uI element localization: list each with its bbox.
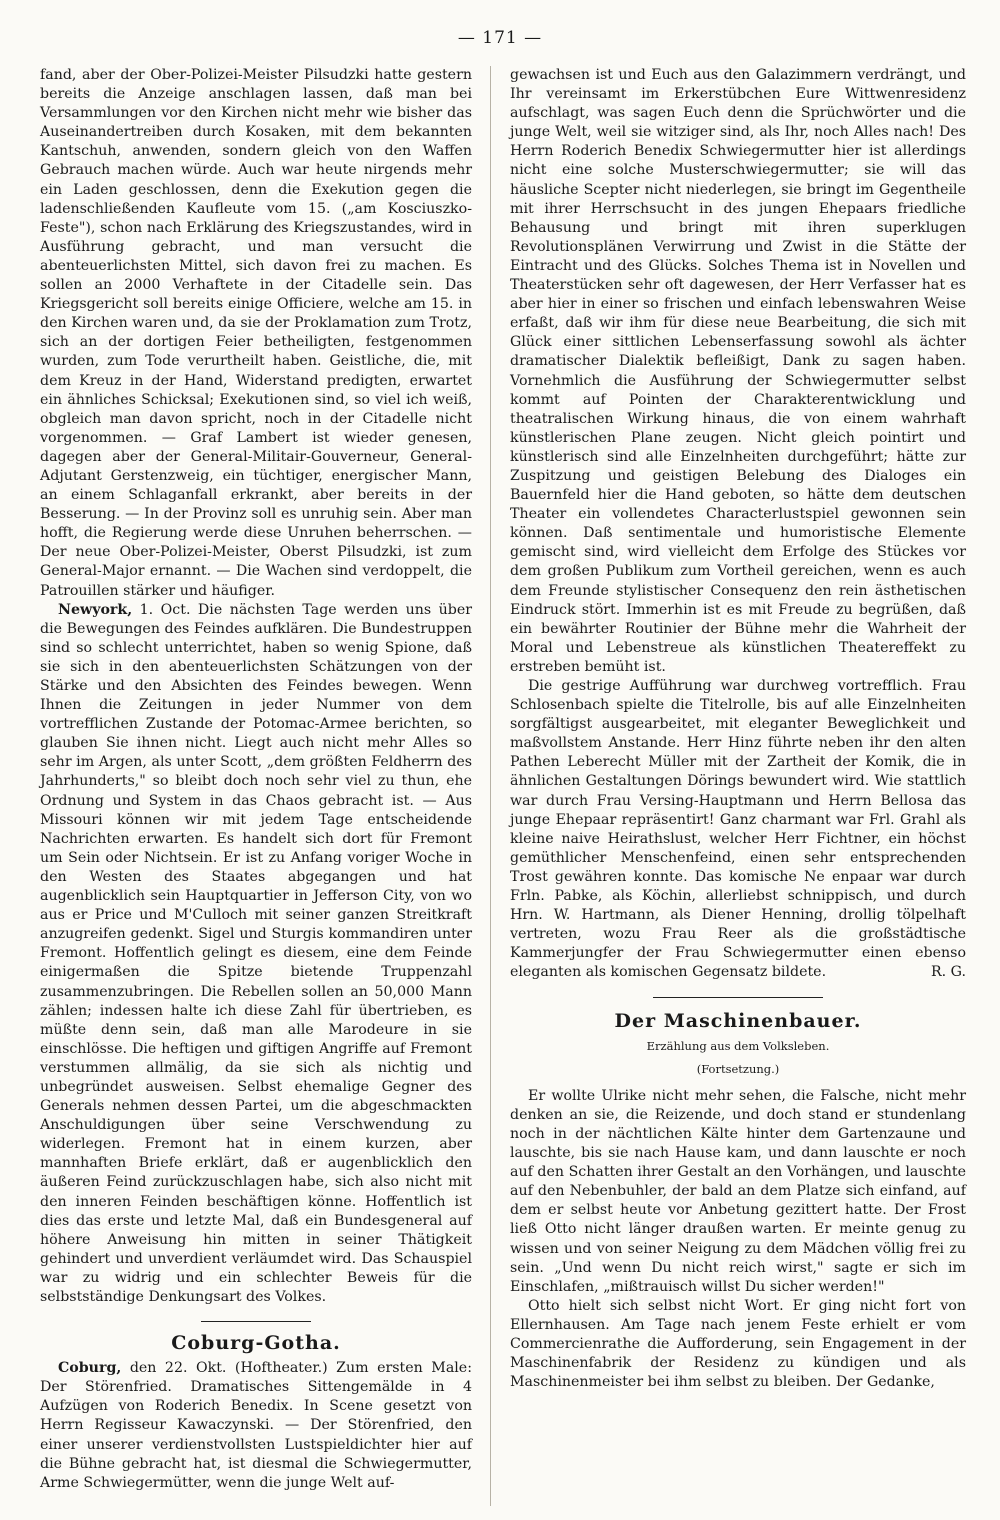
article-warsaw-continued: fand, aber der Ober-Polizei-Meister Pilsudzki hatte gestern bereits die Anzeige anschlagen lassen, daß man bei Versammlungen vor den Kirchen nicht mehr wie bisher das Auseinandertreiben durch Kosaken, mit dem bekannten Kantschuh, anwenden, sondern gleich von den Waffen Gebrauch machen würde. Auch war heute nirgends mehr ein Laden geschlossen, denn die Exekution gegen die ladenschließenden Kaufleute vom 15. („am Kosciuszko-Feste"), schon nach Erklärung des Kriegszustandes, wird in Ausführung gebracht, und man versucht die abenteuerlichsten Mittel, sich davon frei zu machen. Es sollen an 2000 Verhaftete in der Citadelle sein. Das Kriegsgericht soll bereits einige Officiere, welche am 15. in den Kirchen waren und, da sie der Proklamation zum Trotz, sich an der dortigen Feier betheiligten, festgenommen wurden, zum Tode verurtheilt haben. Geistliche, die, mit dem Kreuz in der Hand, Widerstand predigten, erwartet ein ähnliches Schicksal; Exekutionen sind, so viel ich weiß, obgleich man davon spricht, noch in der Citadelle nicht vorgenommen. — Graf Lambert ist wieder genesen, dagegen aber der General-Militair-Gouverneur, General-Adjutant Gerstenzweig, ein tüchtiger, energischer Mann, an einem Schlaganfall erkrankt, aber bereits in der Besserung. — In der Provinz soll es unruhig sein. Aber man hofft, die Regierung werde diese Unruhen beherrschen. — Der neue Ober-Polizei-Meister, Oberst Pilsudzki, ist zum General-Major ernannt. — Die Wachen sind verdoppelt, die Patrouillen stärker und häufiger.	[40, 67, 472, 599]
article-coburg-body: den 22. Okt. (Hoftheater.) Zum ersten Male: Der Störenfried. Dramatisches Sittengemälde in 4 Aufzügen von Roderich Benedix. In Scene gesetzt von Herrn Regisseur Kawaczynski. — Der Störenfried, den einer unserer verdienstvollsten Lustspieldichter hier auf die Bühne gebracht hat, ist diesmal die Schwiegermutter, Arme Schwiegermütter, wenn die junge Welt auf-	[40, 1360, 472, 1491]
article-newyork-body: 1. Oct. Die nächsten Tage werden uns über die Bewegungen des Feindes aufklären. Die Bundestruppen sind so schlecht unterrichtet, haben so wenig Spione, daß sie sich in den abenteuerlichsten Schätzungen von der Stärke und den Absichten des Feindes bewegen. Wenn Ihnen die Zeitungen in jeder Nummer von dem vortrefflichen Zustande der Potomac-Armee berichten, so glauben Sie ihnen nicht. Liegt auch nicht mehr Alles so sehr im Argen, als unter Scott, „dem größten Feldherrn des Jahrhunderts," so bleibt doch noch sehr viel zu thun, ehe Ordnung und System in das Chaos gebracht ist. — Aus Missouri können wir mit jedem Tage entscheidende Nachrichten erwarten. Es handelt sich dort für Fremont um Sein oder Nichtsein. Er ist zu Anfang voriger Woche in den Westen des Staates abgegangen und hat augenblicklich sein Hauptquartier in Jefferson City, von wo aus er Price und M'Culloch mit seiner ganzen Streitkraft anzugreifen gedenkt. Sigel und Sturgis kommandiren unter Fremont. Hoffentlich gelingt es diesem, eine dem Feinde einigermaßen die Spitze bietende Truppenzahl zusammenzubringen. Die Rebellen sollen an 50,000 Mann zählen; indessen halte ich diese Zahl für übertrieben, es müßte denn sein, daß man alle Marodeure in sie einschlösse. Die heftigen und giftigen Angriffe auf Fremont verstummen allmälig, da sie sich als nichtig und unbegründet ausweisen. Selbst ehemalige Gegner des Generals nehmen dessen Partei, um die abgeschmackten Anschuldigungen über seine Verschwendung zu widerlegen. Fremont hat in einem kurzen, aber mannhaften Briefe erklärt, daß er augenblicklich den äußeren Feind zurückzuschlagen habe, sich also nicht mit den inneren Feinden beschäftigen könne. Hoffentlich ist dies das erste und letzte Mal, daß ein Bundesgeneral auf höhere Anweisung hin mitten in seiner Thätigkeit gehindert und unverdient verläumdet wird. Das Schauspiel war zu widrig und ein schlechter Beweis für die selbstständige Denkungsart des Volkes.	[40, 601, 472, 1305]
review-continued: gewachsen ist und Euch aus den Galazimmern verdrängt, und Ihr vereinsamt im Erkerstübchen Eure Wittwenresidenz aufschlagt, was sagen Euch denn die Sprüchwörter und die junge Welt, weil sie witziger sind, als Ihr, noch Alles nach! Des Herrn Roderich Benedix Schwiegermutter hier ist allerdings nicht eine solche Musterschwiegermutter; sie will das häusliche Scepter nicht niederlegen, sie bringt im Gegentheile mit ihrer Herrschsucht in des jungen Ehepaars friedliche Behausung und bringt mit ihren superklugen Revolutionsplänen Verwirrung und Zwist in die Stätte der Eintracht und des Glücks. Solches Thema ist in Novellen und Theaterstücken sehr oft dagewesen, der Herr Verfasser hat es aber hier in einer so frischen und einfach lebenswahren Weise erfaßt, daß wir ihm für diese neue Bearbeitung, die sich mit Glück einer sittlichen Lebenserfassung sowohl als ächter dramatischer Dialektik befleißigt, Dank zu sagen haben. Vornehmlich die Ausführung der Schwiegermutter selbst kommt auf Pointen der Charakterentwicklung und theatralischen Wirkung hinaus, die von einem wahrhaft künstlerischen Plane zeugen. Nicht gleich pointirt und künstlerisch sind alle Einzelnheiten durchgeführt; hätte zur Zuspitzung und geistigen Belebung des Dialoges ein Bauernfeld hier die Hand geboten, so hätte dem deutschen Theater ein vollendetes Characterlustspiel gewonnen sein können. Daß sentimentale und humoristische Elemente gemischt sind, wird vielleicht dem Erfolge des Stückes vor dem großen Publikum zum Vortheil gereichen, wenn es auch dem Freunde stylistischer Consequenz den rein ästhetischen Eindruck stört. Immerhin ist es mit Freude zu begrüßen, daß ein bewährter Routinier der Bühne mehr die Wahrheit der Moral und Lebenstreue als künstlichen Theatereffekt zu erstreben bemüht ist.	[510, 67, 966, 675]
dateline-place: Coburg,	[58, 1360, 122, 1377]
review-performance-body: Die gestrige Aufführung war durchweg vortrefflich. Frau Schlosenbach spielte die Titelrolle, bis auf alle Einzelnheiten sorgfältigst ausgearbeitet, mit eleganter Beweglichkeit und maßvollstem Anstande. Herr Hinz führte neben ihr den alten Pathen Leberecht Müller mit der Zartheit der Komik, die in ähnlichen Gestaltungen Dörings bewundert wird. Wie stattlich war durch Frau Versing-Hauptmann und Herrn Bellosa das junge Ehepaar repräsentirt! Ganz charmant war Frl. Grahl als kleine naive Heirathslust, welcher Herr Fichtner, ein höchst gemüthlicher Menschenfeind, einen sehr entsprechenden Trost gewähren konnte. Das komische Ne enpaar war durch Frln. Pabke, als Köchin, allerliebst schnippisch, und durch Hrn. W. Hartmann, als Diener Henning, drollig tölpelhaft vertreten, wozu Frau Reer als die großstädtische Kammerjungfer der Frau Schwiegermutter einen ebenso eleganten als komischen Gegensatz bildete.	[510, 678, 966, 981]
story-paragraph: Er wollte Ulrike nicht mehr sehen, die Falsche, nicht mehr denken an sie, die Reizende, und doch stand er stundenlang noch in der nächtlichen Kälte hinter dem Gartenzaune und lauschte, bis sie nach Hause kam, und dann lauschte er noch auf den Schatten ihrer Gestalt an den Vorhängen, und lauschte auf den Nebenbuhler, der bald an dem Platze sich einfand, auf dem er selbst heute vor Anbetung gezittert hatte. Der Frost ließ Otto nicht länger draußen warten. Er meinte genug zu wissen und von seiner Neigung zu dem Mädchen völlig frei zu sein. „Und wenn Du nicht reich wirst," sagte er sich im Einschlafen, „mißtrauisch willst Du sicher werden!"	[510, 1087, 966, 1295]
story-subtitle: Erzählung aus dem Volksleben.	[646, 1038, 830, 1053]
article-coburg	[40, 1359, 472, 1493]
article-newyork	[40, 601, 472, 1307]
section-divider	[653, 997, 823, 998]
continuation-note: (Fortsetzung.)	[696, 1061, 780, 1076]
dateline-place: Newyork,	[58, 601, 133, 618]
column-divider	[490, 66, 491, 1506]
story-paragraph: Otto hielt sich selbst nicht Wort. Er ging nicht fort von Ellernhausen. Am Tage nach jenem Feste erhielt er vom Commercienrathe die Aufforderung, sein Engagement in der Maschinenfabrik der Residenz zu kündigen und als Maschinenmeister bei ihm selbst zu bleiben. Der Gedanke,	[510, 1297, 966, 1391]
review-performance	[510, 677, 966, 983]
author-signature: R. G.	[930, 964, 966, 981]
section-title-maschinenbauer: Der Maschinenbauer.	[614, 1009, 862, 1032]
section-divider	[201, 1321, 311, 1322]
right-column	[510, 66, 966, 1392]
section-title-coburg-gotha: Coburg-Gotha.	[171, 1332, 341, 1355]
page-number: — 171 —	[457, 28, 543, 48]
left-column	[40, 66, 472, 1493]
